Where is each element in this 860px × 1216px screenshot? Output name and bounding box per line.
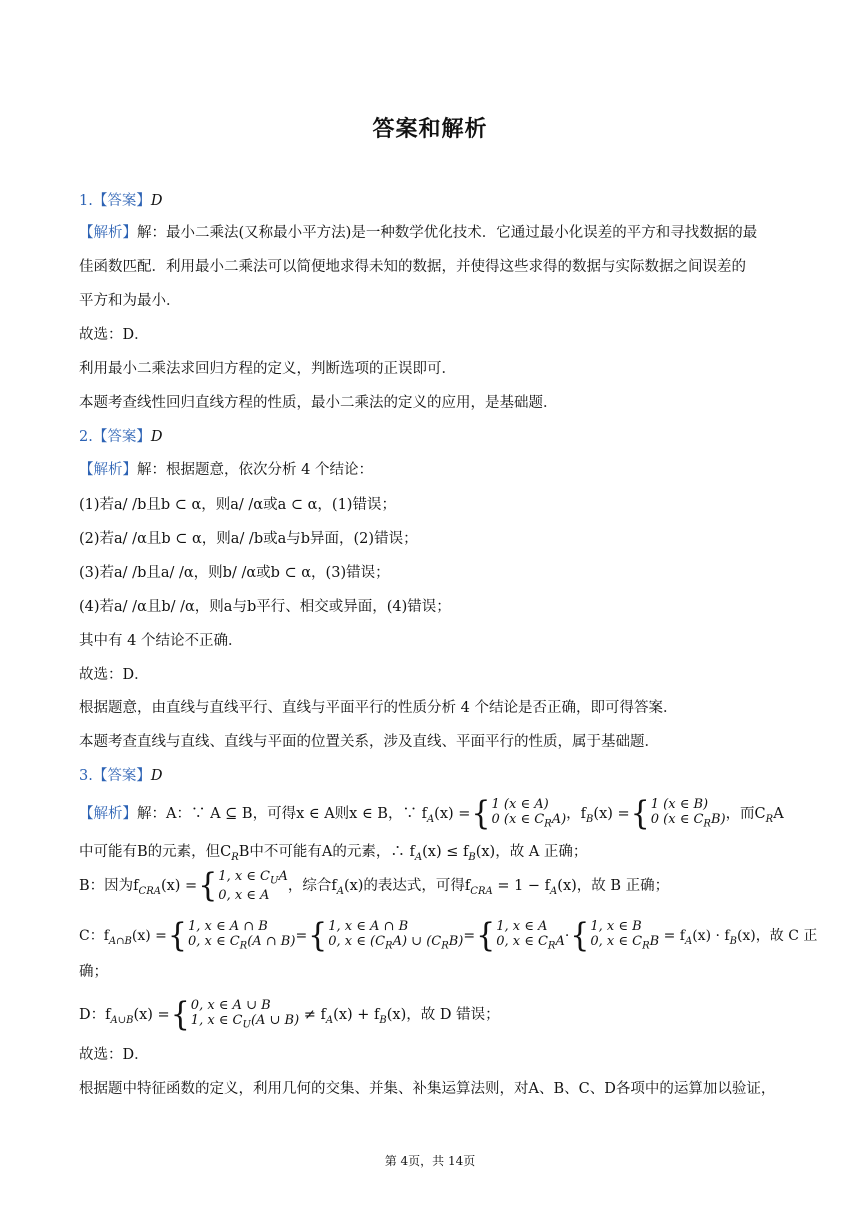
q3-b-cases: [218, 869, 288, 904]
q1-analysis-line3: 平方和为最小．: [79, 293, 181, 309]
q3-b-sub2: R: [146, 885, 154, 897]
q3-d-case2-end: (A ∪ B): [250, 1012, 300, 1028]
q1-analysis-label: 【解析】: [79, 225, 137, 241]
q3-a-case2-end: A): [551, 811, 567, 827]
q3-c-case4-end: B): [448, 933, 464, 949]
q2-conclusion-4: (4)若a/ /α且b/ /α，则a与b平行、相交或异面，(4)错误；: [79, 599, 451, 615]
q2-summary: 本题考查直线与直线、直线与平面的位置关系，涉及直线、平面平行的性质，属于基础题．: [79, 734, 659, 750]
q2-number: 2.: [79, 429, 93, 445]
q3-a-fb-sub: B: [586, 813, 594, 825]
q3-a-fa-sub: A: [426, 813, 435, 825]
q2-analysis-label: 【解析】: [79, 462, 137, 478]
q3-c-case6-sub: R: [547, 940, 556, 952]
q3-b-case1-row: [218, 869, 288, 889]
q3-a-line2-fb: B: [468, 851, 476, 863]
q3-a-case3: 1 (x ∈ B): [650, 796, 709, 812]
q3-b-case2: 0, x ∈ A: [218, 888, 270, 904]
q3-a-text4: (x) =: [593, 806, 630, 822]
q3-c-case4-sub: R: [385, 940, 393, 952]
q3-a-brace1: {: [471, 794, 491, 833]
q3-c-text3-sub2: B: [729, 935, 737, 947]
q1-summary: 本题考查线性回归直线方程的性质，最小二乘法的定义的应用，是基础题．: [79, 395, 558, 411]
page-title: 答案和解析: [372, 117, 488, 142]
q1-analysis-line1: [79, 223, 785, 243]
q3-a-line2-sub: R: [231, 851, 239, 863]
q3-analysis-a: [79, 796, 785, 838]
q3-a-text1: 解：A：∵ A ⊆ B，可得x ∈ A则x ∈ B，∵ f: [137, 806, 427, 822]
q3-c-text3-mid: (x) · f: [692, 928, 730, 944]
q3-d-text1: D：f: [79, 1007, 111, 1023]
q3-c-text2: (x) =: [131, 928, 167, 944]
q3-b-sub-group: [139, 886, 161, 897]
q3-analysis-a-line2: [79, 842, 785, 868]
q3-d-text3-tail: (x)，故 D 错误；: [386, 1007, 500, 1023]
q3-b-sub6: A: [485, 885, 493, 897]
q3-c-text3-sub: A: [684, 935, 693, 947]
q3-c-case4-sub2: R: [441, 940, 449, 952]
q3-c-case2-row: [188, 934, 295, 954]
q3-a-text5-end: A: [773, 806, 784, 822]
q3-answer-label: 【答案】: [92, 768, 151, 784]
q3-a-case2: 0 (x ∈ C: [491, 811, 545, 827]
q3-d-brace: {: [170, 995, 190, 1034]
q3-c-case6-end: A: [555, 933, 565, 949]
q1-method: 利用最小二乘法求回归方程的定义，判断选项的正误即可．: [79, 361, 456, 377]
q3-c-case3: 1, x ∈ A ∩ B: [328, 918, 409, 934]
page-footer: 第 4页，共 14页: [384, 1154, 476, 1168]
q3-b-brace: {: [198, 866, 218, 905]
q3-c-brace3: {: [476, 916, 496, 955]
q3-c-case5: 1, x ∈ A: [496, 918, 548, 934]
q3-c-case6: 0, x ∈ C: [496, 933, 548, 949]
q3-a-line2-mid: (x) ≤ f: [422, 844, 469, 860]
q3-a-brace2: {: [630, 794, 650, 833]
q3-choose: 故选：D．: [79, 1047, 149, 1063]
q3-analysis-b: [79, 868, 785, 910]
q3-a-cases1: [492, 797, 567, 832]
q3-d-sub: A∪B: [110, 1014, 134, 1026]
q3-c-cases2: [328, 919, 463, 954]
q3-d-text3: ≠ f: [299, 1007, 326, 1023]
q3-b-text3-mid: (x)的表达式，可得f: [343, 878, 471, 894]
q3-c-eq1: =: [295, 928, 308, 944]
q3-method: 根据题中特征函数的定义，利用几何的交集、并集、补集运算法则，对A、B、C、D各项中的运算加以验证，: [79, 1081, 776, 1097]
q3-c-text3-tail: (x)，故 C 正: [736, 928, 818, 944]
q2-conclusion-2: (2)若a/ /α且b ⊂ α，则a/ /b或a与b异面，(2)错误；: [79, 531, 418, 547]
q3-b-sub5: R: [477, 885, 486, 897]
q3-d-case2-sub: U: [242, 1019, 251, 1031]
q3-b-text3-sub: A: [336, 885, 344, 897]
q3-a-text2: (x) =: [434, 806, 471, 822]
q3-a-text5-sub: R: [765, 813, 774, 825]
q3-c-case6-row: [496, 934, 565, 954]
q3-d-text3-mid: (x) + f: [333, 1007, 380, 1023]
q3-c-cases1: [188, 919, 295, 954]
q3-c-cases3: [496, 919, 565, 954]
q3-a-cases2: [651, 797, 726, 832]
q3-a-case4-row: [651, 812, 726, 832]
q2-intro: 解：根据题意，依次分析 4 个结论：: [137, 462, 373, 478]
q3-c-case4: 0, x ∈ (C: [328, 933, 386, 949]
q3-b-case1-end: A: [278, 868, 288, 884]
q3-a-line2-fa: A: [414, 851, 423, 863]
q3-c-eq2: =: [463, 928, 476, 944]
q2-answer-value: D: [150, 429, 163, 445]
q3-d-text2: (x) =: [133, 1007, 170, 1023]
q1-number: 1.: [79, 193, 93, 209]
q1-analysis-text1: 解：最小二乘法(又称最小平方法)是一种数学优化技术．它通过最小化误差的平方和寻找数据的最: [137, 225, 758, 241]
q3-c-brace1: {: [167, 916, 187, 955]
q3-a-line2-text: 中可能有B的元素，但C: [79, 844, 232, 860]
q3-analysis-d: [79, 997, 785, 1039]
q3-c-sub: A∩B: [108, 935, 132, 947]
q3-d-case1: 0, x ∈ A ∪ B: [190, 997, 271, 1013]
q1-answer-line: [79, 191, 785, 211]
q3-c-case4-mid: A) ∪ (C: [392, 933, 442, 949]
q3-b-text3-tail: (x)，故 B 正确；: [557, 878, 670, 894]
q3-analysis-label: 【解析】: [79, 806, 137, 822]
q3-b-case1-sub: U: [270, 875, 279, 887]
q1-analysis-line2: 佳函数匹配．利用最小二乘法可以简便地求得未知的数据，并使得这些求得的数据与实际数据之间误差的: [79, 259, 746, 275]
q3-number: 3.: [79, 768, 93, 784]
q2-analysis-line: [79, 460, 785, 480]
q3-b-text3: ，综合f: [287, 878, 337, 894]
q3-d-case2-row: [191, 1013, 299, 1033]
q3-analysis-c-line2: 确；: [79, 964, 108, 980]
q3-c-case2-end: (A ∩ B): [247, 933, 296, 949]
q3-a-case4: 0 (x ∈ C: [650, 811, 704, 827]
q3-b-sub3: A: [153, 885, 161, 897]
q3-b-text3-end: = 1 − f: [492, 878, 551, 894]
q2-conclusion-3: (3)若a/ /b且a/ /α，则b/ /α或b ⊂ α，(3)错误；: [79, 565, 390, 581]
q3-c-case8-sub: R: [642, 940, 650, 952]
q3-c-case2: 0, x ∈ C: [187, 933, 240, 949]
q3-c-case8: 0, x ∈ C: [590, 933, 643, 949]
q2-choose: 故选：D．: [79, 667, 149, 683]
q1-choose: 故选：D．: [79, 327, 149, 343]
q3-analysis-c: [79, 916, 818, 960]
q3-c-case1: 1, x ∈ A ∩ B: [187, 918, 268, 934]
q3-a-text3: ，f: [566, 806, 587, 822]
q3-a-case1: 1 (x ∈ A): [491, 796, 549, 812]
q3-c-case4-row: [328, 934, 463, 954]
q3-d-text3-sub: A: [325, 1014, 334, 1026]
q2-method: 根据题意，由直线与直线平行、直线与平面平行的性质分析 4 个结论是否正确，即可得答案．: [79, 700, 678, 716]
q3-a-case2-row: [492, 812, 567, 832]
q3-a-line2-tail: (x)，故 A 正确；: [475, 844, 588, 860]
q3-c-brace4: {: [570, 916, 590, 955]
q3-c-brace2: {: [308, 916, 328, 955]
q2-conclusion-1: (1)若a/ /b且b ⊂ α，则a/ /α或a ⊂ α，(1)错误；: [79, 497, 396, 513]
q2-answer-label: 【答案】: [92, 429, 151, 445]
q3-b-text1: B：因为f: [79, 878, 139, 894]
q3-a-case4-sub: R: [703, 818, 711, 830]
q3-c-case2-sub: R: [239, 940, 248, 952]
q3-d-case2: 1, x ∈ C: [190, 1012, 243, 1028]
q3-b-sub1: C: [138, 885, 147, 897]
q3-c-case8-row: [590, 934, 659, 954]
q3-a-case2-sub: R: [544, 818, 552, 830]
q3-c-cases4: [590, 919, 659, 954]
q3-d-text3-sub2: B: [379, 1014, 387, 1026]
q3-c-dot: ·: [564, 928, 570, 944]
q3-b-sub7: A: [550, 885, 558, 897]
q3-answer-line: [79, 766, 785, 786]
q2-answer-line: [79, 427, 785, 447]
q1-answer-value: D: [150, 193, 163, 209]
q3-b-case1: 1, x ∈ C: [218, 868, 270, 884]
q3-answer-value: D: [150, 768, 163, 784]
q1-answer-label: 【答案】: [92, 193, 151, 209]
q3-b-sub-group2: [470, 886, 492, 897]
q3-b-sub4: C: [470, 885, 478, 897]
q3-a-text5: ，而C: [725, 806, 766, 822]
q3-a-line2-end: B中不可能有A的元素，∴ f: [238, 844, 415, 860]
q3-b-text2: (x) =: [160, 878, 198, 894]
q3-a-case4-end: B): [710, 811, 726, 827]
q3-c-case7: 1, x ∈ B: [590, 918, 642, 934]
q3-c-text3: = f: [659, 928, 685, 944]
q3-c-case8-end: B: [649, 933, 660, 949]
q3-d-cases: [191, 998, 299, 1033]
q3-c-text1: C：f: [79, 928, 109, 944]
q2-count: 其中有 4 个结论不正确．: [79, 633, 243, 649]
